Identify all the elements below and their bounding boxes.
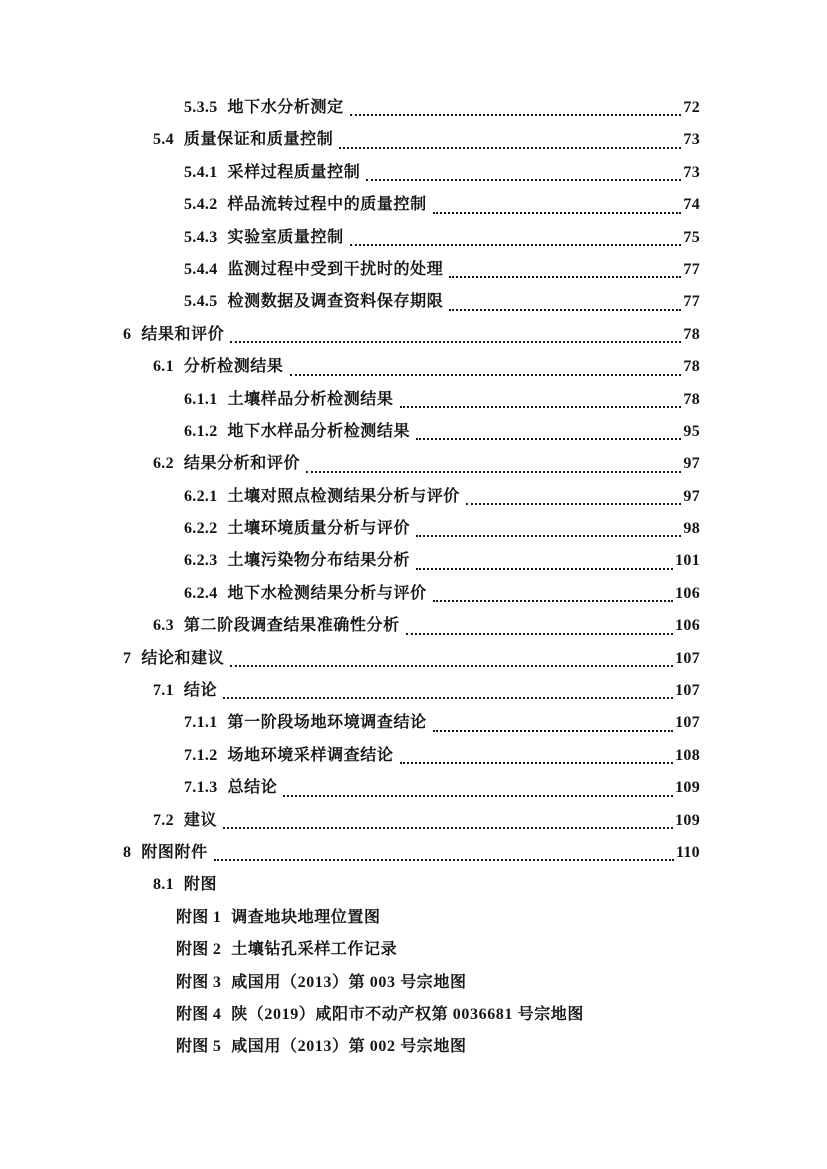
toc-entry-number: 6.2.2 <box>184 520 218 538</box>
toc-entry-number: 7.1.1 <box>184 714 218 732</box>
toc-dot-leader <box>283 772 673 796</box>
toc-entry-title: 总结论 <box>227 779 278 797</box>
toc-entry[interactable] <box>123 707 700 739</box>
toc-entry-title: 质量保证和质量控制 <box>183 131 334 149</box>
toc-entry-number: 7.2 <box>153 811 174 829</box>
toc-entry[interactable] <box>123 222 700 254</box>
toc-entry[interactable] <box>123 286 700 318</box>
toc-dot-leader <box>433 189 682 213</box>
toc-entry-number: 7.1.2 <box>184 746 218 764</box>
toc-dot-leader <box>214 837 674 861</box>
toc-entry[interactable] <box>123 675 700 707</box>
toc-entry-title: 分析检测结果 <box>183 358 284 376</box>
toc-entry[interactable] <box>123 837 700 869</box>
toc-entry-title: 检测数据及调查资料保存期限 <box>227 293 444 311</box>
toc-page-number: 108 <box>675 746 700 764</box>
toc-dot-leader <box>406 610 673 634</box>
toc-entry-number: 6.2 <box>153 455 174 473</box>
toc-entry-number: 5.3.5 <box>184 99 218 116</box>
toc-dot-leader <box>449 254 681 278</box>
toc-entry-title: 监测过程中受到干扰时的处理 <box>227 260 444 278</box>
toc-entry-number: 5.4.1 <box>184 163 218 181</box>
toc-entry-number: 5.4.5 <box>184 293 218 311</box>
toc-page-number: 98 <box>683 520 700 538</box>
toc-entry-number: 附图 5 <box>176 1038 222 1056</box>
toc-entry[interactable] <box>123 934 700 966</box>
toc-entry-title: 结果和评价 <box>141 325 225 343</box>
toc-entry-number: 8 <box>123 843 132 861</box>
toc-entry-number: 6.2.4 <box>184 584 218 602</box>
toc-dot-leader <box>400 384 682 408</box>
toc-entry-number: 7.1.3 <box>184 779 218 797</box>
toc-page-number: 106 <box>675 584 700 602</box>
toc-page-number: 75 <box>683 228 700 246</box>
toc-entry-title: 附图附件 <box>141 843 208 861</box>
toc-dot-leader <box>306 448 681 472</box>
toc-page-number: 97 <box>683 455 700 473</box>
toc-entry[interactable] <box>123 578 700 610</box>
toc-entry[interactable] <box>123 869 700 901</box>
toc-entry-title: 场地环境采样调查结论 <box>227 746 394 764</box>
toc-page-number: 101 <box>675 552 700 570</box>
toc-dot-leader <box>433 707 673 731</box>
toc-entry-title: 结果分析和评价 <box>183 455 301 473</box>
toc-dot-leader <box>366 157 681 181</box>
toc-entry-title: 样品流转过程中的质量控制 <box>227 196 427 214</box>
toc-entry-number: 5.4.4 <box>184 260 218 278</box>
toc-entry[interactable] <box>123 124 700 156</box>
toc-entry-title: 结论 <box>183 682 218 700</box>
toc-page-number: 110 <box>675 843 700 861</box>
toc-entry-number: 6.3 <box>153 617 174 635</box>
toc-entry-number: 附图 4 <box>176 1005 222 1023</box>
toc-page-number: 77 <box>683 260 700 278</box>
toc-entry-number: 6.1 <box>153 358 174 376</box>
toc-entry-title: 土壤污染物分布结果分析 <box>227 552 411 570</box>
toc-entry[interactable] <box>123 416 700 448</box>
toc-entry-number: 6 <box>123 325 132 343</box>
toc-entry-number: 6.1.2 <box>184 422 218 440</box>
toc-entry-number: 5.4.2 <box>184 196 218 214</box>
toc-entry[interactable] <box>123 351 700 383</box>
toc-page-number: 95 <box>683 422 700 440</box>
toc-dot-leader <box>416 545 673 569</box>
toc-page-number: 78 <box>683 358 700 376</box>
toc-entry-title: 咸国用（2013）第 003 号宗地图 <box>231 973 467 991</box>
toc-dot-leader <box>223 805 673 829</box>
toc-entry-number: 6.2.3 <box>184 552 218 570</box>
toc-entry[interactable] <box>123 740 700 772</box>
toc-entry[interactable] <box>123 610 700 642</box>
toc-dot-leader <box>230 643 673 667</box>
toc-entry[interactable] <box>123 1031 700 1063</box>
toc-dot-leader <box>290 351 682 375</box>
toc-entry-title: 附图 <box>183 876 218 894</box>
toc-entry-title: 实验室质量控制 <box>227 228 344 246</box>
toc-dot-leader <box>466 481 681 505</box>
toc-entry-title: 地下水检测结果分析与评价 <box>227 584 427 602</box>
toc-entry-title: 第一阶段场地环境调查结论 <box>227 714 427 732</box>
toc-page-number: 107 <box>675 682 700 700</box>
toc-entry-number: 5.4 <box>153 131 174 149</box>
toc-entry[interactable] <box>123 902 700 934</box>
toc-list <box>123 92 700 1064</box>
toc-page-number: 74 <box>683 196 700 214</box>
toc-entry[interactable] <box>123 319 700 351</box>
toc-entry-title: 第二阶段调查结果准确性分析 <box>183 617 400 635</box>
toc-entry-title: 建议 <box>183 811 218 829</box>
toc-entry[interactable] <box>123 92 700 124</box>
toc-entry[interactable] <box>123 545 700 577</box>
toc-page-number: 107 <box>675 649 700 667</box>
toc-entry[interactable] <box>123 481 700 513</box>
toc-entry-title: 土壤环境质量分析与评价 <box>227 520 411 538</box>
toc-entry-title: 陕（2019）咸阳市不动产权第 0036681 号宗地图 <box>231 1005 585 1023</box>
toc-entry[interactable] <box>123 189 700 221</box>
toc-entry-number: 6.2.1 <box>184 487 218 505</box>
toc-entry[interactable] <box>123 448 700 480</box>
toc-entry-title: 地下水样品分析检测结果 <box>227 422 411 440</box>
toc-page-number: 106 <box>675 617 700 635</box>
toc-page-number: 109 <box>675 779 700 797</box>
toc-entry-number: 8.1 <box>153 876 174 894</box>
toc-dot-leader <box>223 675 673 699</box>
toc-dot-leader <box>400 740 674 764</box>
toc-page-number: 72 <box>683 99 700 116</box>
toc-entry-number: 附图 1 <box>176 908 222 926</box>
toc-entry[interactable] <box>123 254 700 286</box>
toc-dot-leader <box>433 578 673 602</box>
toc-entry[interactable] <box>123 999 700 1031</box>
toc-dot-leader <box>339 124 681 148</box>
toc-entry[interactable] <box>123 967 700 999</box>
toc-entry-title: 咸国用（2013）第 002 号宗地图 <box>231 1038 467 1056</box>
toc-dot-leader <box>416 416 681 440</box>
toc-entry-title: 采样过程质量控制 <box>227 163 361 181</box>
toc-entry-title: 结论和建议 <box>141 649 225 667</box>
toc-entry-number: 7.1 <box>153 682 174 700</box>
toc-page-number: 73 <box>683 131 700 149</box>
toc-entry[interactable] <box>123 157 700 189</box>
toc-entry-number: 附图 3 <box>176 973 222 991</box>
toc-entry-number: 附图 2 <box>176 941 222 959</box>
toc-entry[interactable] <box>123 643 700 675</box>
toc-entry-number: 7 <box>123 649 132 667</box>
toc-entry[interactable] <box>123 513 700 545</box>
toc-entry[interactable] <box>123 384 700 416</box>
toc-dot-leader <box>449 286 681 310</box>
toc-entry[interactable] <box>123 805 700 837</box>
toc-page-number: 109 <box>675 811 700 829</box>
toc-page-number: 78 <box>683 325 700 343</box>
toc-dot-leader <box>416 513 681 537</box>
toc-entry-title: 土壤样品分析检测结果 <box>227 390 394 408</box>
toc-dot-leader <box>350 222 682 246</box>
toc-page-number: 97 <box>683 487 700 505</box>
toc-page-number: 77 <box>683 293 700 311</box>
toc-entry-number: 6.1.1 <box>184 390 218 408</box>
toc-entry-title: 土壤钻孔采样工作记录 <box>231 941 398 959</box>
toc-entry-title: 土壤对照点检测结果分析与评价 <box>227 487 460 505</box>
toc-page-number: 107 <box>675 714 700 732</box>
toc-entry-title: 地下水分析测定 <box>227 99 344 116</box>
toc-entry[interactable] <box>123 772 700 804</box>
toc-page-number: 73 <box>683 163 700 181</box>
toc-dot-leader <box>350 92 682 116</box>
toc-entry-title: 调查地块地理位置图 <box>231 908 381 926</box>
toc-page-number: 78 <box>683 390 700 408</box>
toc-entry-number: 5.4.3 <box>184 228 218 246</box>
toc-dot-leader <box>230 319 681 343</box>
